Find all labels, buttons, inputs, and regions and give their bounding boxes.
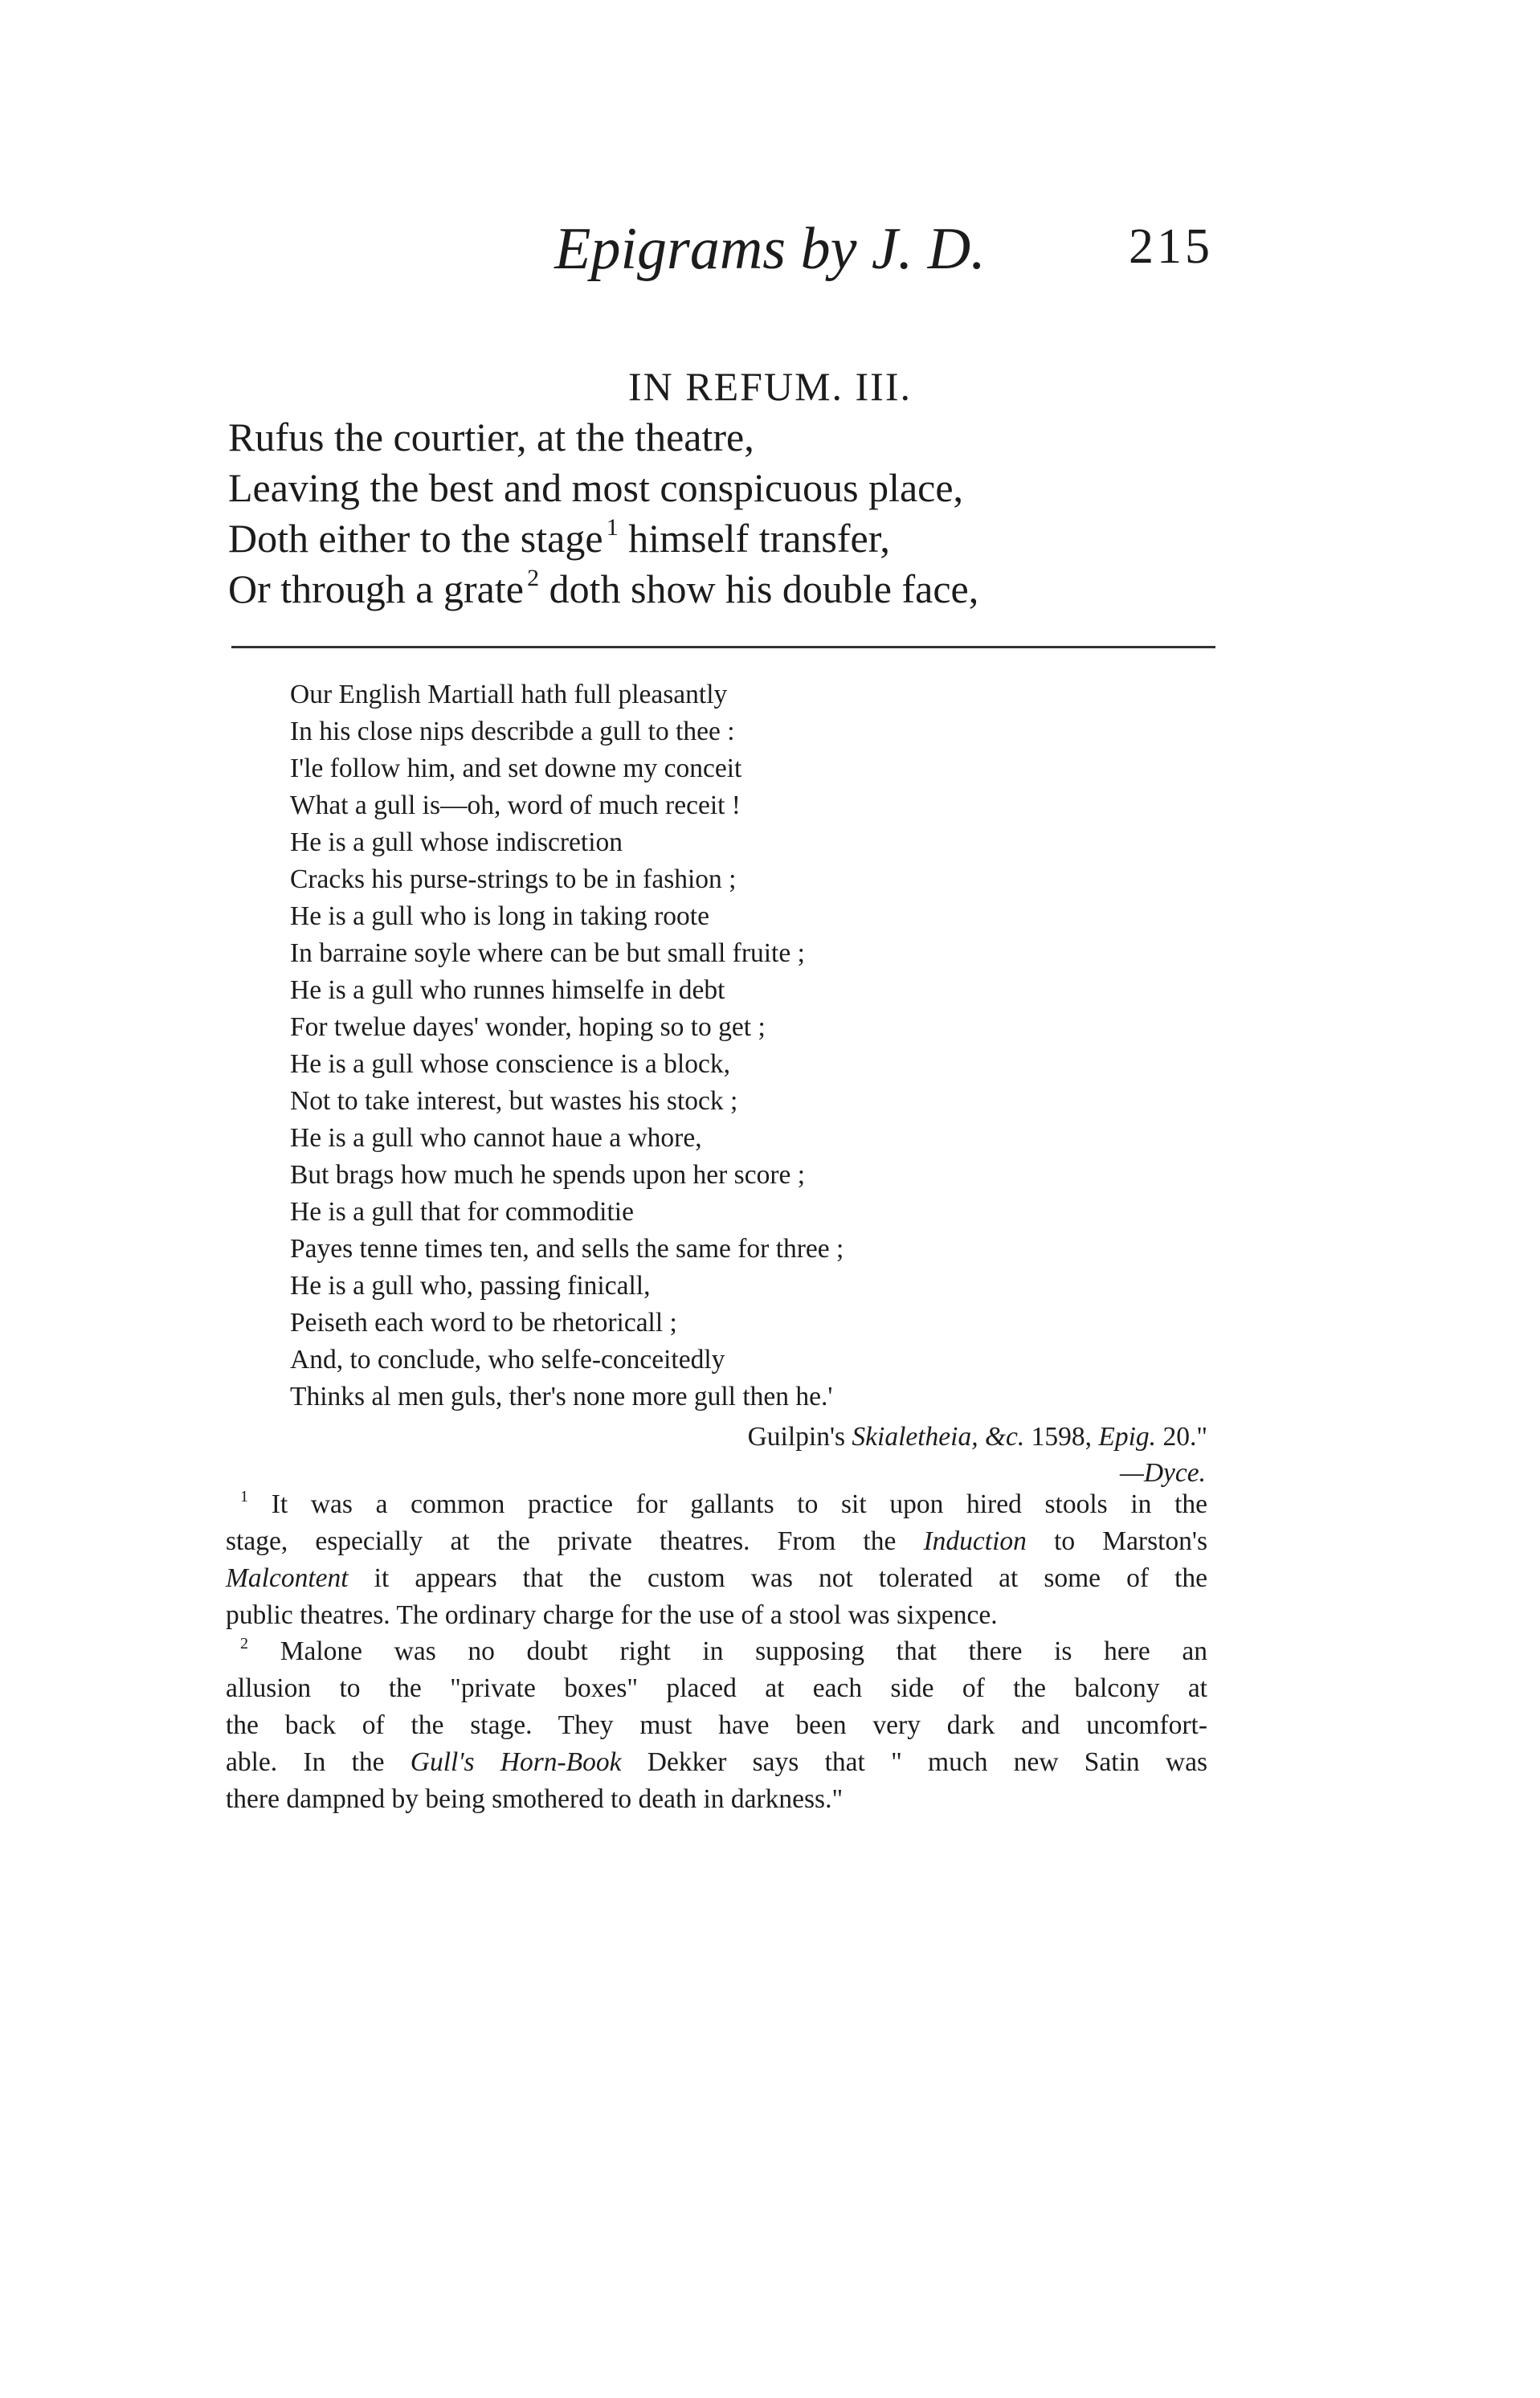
- quote-line: For twelue dayes' wonder, hoping so to get ;: [290, 1012, 766, 1042]
- footnote-text: to Marston's: [1026, 1526, 1208, 1556]
- epigram-title: IN REFUM. III.: [628, 364, 912, 409]
- quote-line: But brags how much he spends upon her score ;: [290, 1160, 806, 1190]
- quote-line: I'le follow him, and set downe my conceit: [290, 754, 742, 783]
- footnote-divider: [231, 646, 1215, 648]
- attribution-work: Skialetheia, &c.: [852, 1422, 1025, 1452]
- quote-line: He is a gull that for commoditie: [290, 1197, 634, 1227]
- quotation-attribution: [0, 1419, 1207, 1456]
- footnote-line: allusion to the "private boxes" placed at each side of the balcony at: [226, 1673, 1207, 1703]
- attribution-year: 1598,: [1024, 1422, 1099, 1452]
- footnote-number: 2: [240, 1634, 249, 1652]
- attribution-suffix: 20.": [1156, 1422, 1207, 1452]
- quote-line: In barraine soyle where can be but small fruite ;: [290, 938, 805, 968]
- footnote-text: stage, especially at the private theatres. From the: [226, 1526, 897, 1556]
- poem-line-text: Or through a grate: [228, 566, 524, 611]
- epigram-poem: [228, 412, 978, 615]
- footnote-line: public theatres. The ordinary charge for the use of a stool was sixpence.: [226, 1600, 998, 1630]
- quote-line: He is a gull who, passing finicall,: [290, 1271, 651, 1301]
- poem-line: Leaving the best and most conspicuous place,: [228, 465, 964, 510]
- poem-line-text: himself transfer,: [628, 516, 890, 561]
- footnote-line: [226, 1633, 1207, 1670]
- running-title: Epigrams by J. D.: [554, 216, 986, 282]
- footnote-line: [226, 1560, 1207, 1597]
- quote-line: He is a gull who runnes himselfe in debt: [290, 975, 725, 1005]
- quote-line: Our English Martiall hath full pleasantly: [290, 680, 728, 709]
- footnote-italic: Gull's Horn-Book: [410, 1747, 622, 1777]
- page-number: 215: [1129, 219, 1213, 274]
- poem-line: [228, 513, 978, 564]
- footnote-line: [226, 1744, 1207, 1781]
- quote-line: Thinks al men guls, ther's none more gull then he.': [290, 1382, 833, 1411]
- footnote-mark: 2: [527, 565, 540, 591]
- attribution-author: —Dyce.: [1120, 1458, 1206, 1488]
- poem-line-text: Doth either to the stage: [228, 516, 603, 561]
- footnote-line: [226, 1523, 1207, 1560]
- poem-line-text: doth show his double face,: [549, 566, 979, 611]
- footnote-mark: 1: [606, 514, 619, 541]
- quote-line: And, to conclude, who selfe-conceitedly: [290, 1345, 725, 1375]
- quote-line: Cracks his purse-strings to be in fashion ;: [290, 864, 737, 894]
- poem-line: [228, 564, 978, 615]
- quotation-block: [290, 676, 844, 1416]
- attribution-epig: Epig.: [1098, 1422, 1157, 1452]
- footnote-line: there dampned by being smothered to death in darkness.": [226, 1784, 844, 1814]
- footnote-line: [226, 1486, 1207, 1523]
- quote-line: Not to take interest, but wastes his stock ;: [290, 1086, 738, 1116]
- quote-line: What a gull is—oh, word of much receit !: [290, 790, 741, 820]
- quote-line: Payes tenne times ten, and sells the same for three ;: [290, 1234, 844, 1264]
- quote-line: Peiseth each word to be rhetoricall ;: [290, 1308, 677, 1338]
- quote-line: He is a gull who cannot haue a whore,: [290, 1123, 702, 1153]
- footnote-text: Malone was no doubt right in supposing that there is here an: [280, 1636, 1208, 1666]
- attribution-prefix: Guilpin's: [747, 1422, 852, 1452]
- footnote-text: able. In the: [226, 1747, 411, 1777]
- footnote-1: [226, 1486, 1207, 1634]
- footnote-text: it appears that the custom was not tolerated at some of the: [348, 1563, 1207, 1593]
- quote-line: He is a gull whose conscience is a block,: [290, 1049, 730, 1079]
- footnote-italic: Malcontent: [226, 1563, 349, 1593]
- footnote-italic: Induction: [923, 1526, 1027, 1556]
- poem-line: Rufus the courtier, at the theatre,: [228, 415, 754, 460]
- quote-line: He is a gull whose indiscretion: [290, 827, 623, 857]
- quote-line: He is a gull who is long in taking roote: [290, 901, 709, 931]
- footnote-text: Dekker says that " much new Satin was: [621, 1747, 1207, 1777]
- footnote-2: [226, 1633, 1207, 1818]
- quote-line: In his close nips describde a gull to thee :: [290, 717, 735, 746]
- footnote-line: the back of the stage. They must have been very dark and uncomfort-: [226, 1710, 1207, 1740]
- footnote-text: It was a common practice for gallants to sit upon hired stools in the: [271, 1489, 1207, 1519]
- footnote-number: 1: [240, 1487, 249, 1505]
